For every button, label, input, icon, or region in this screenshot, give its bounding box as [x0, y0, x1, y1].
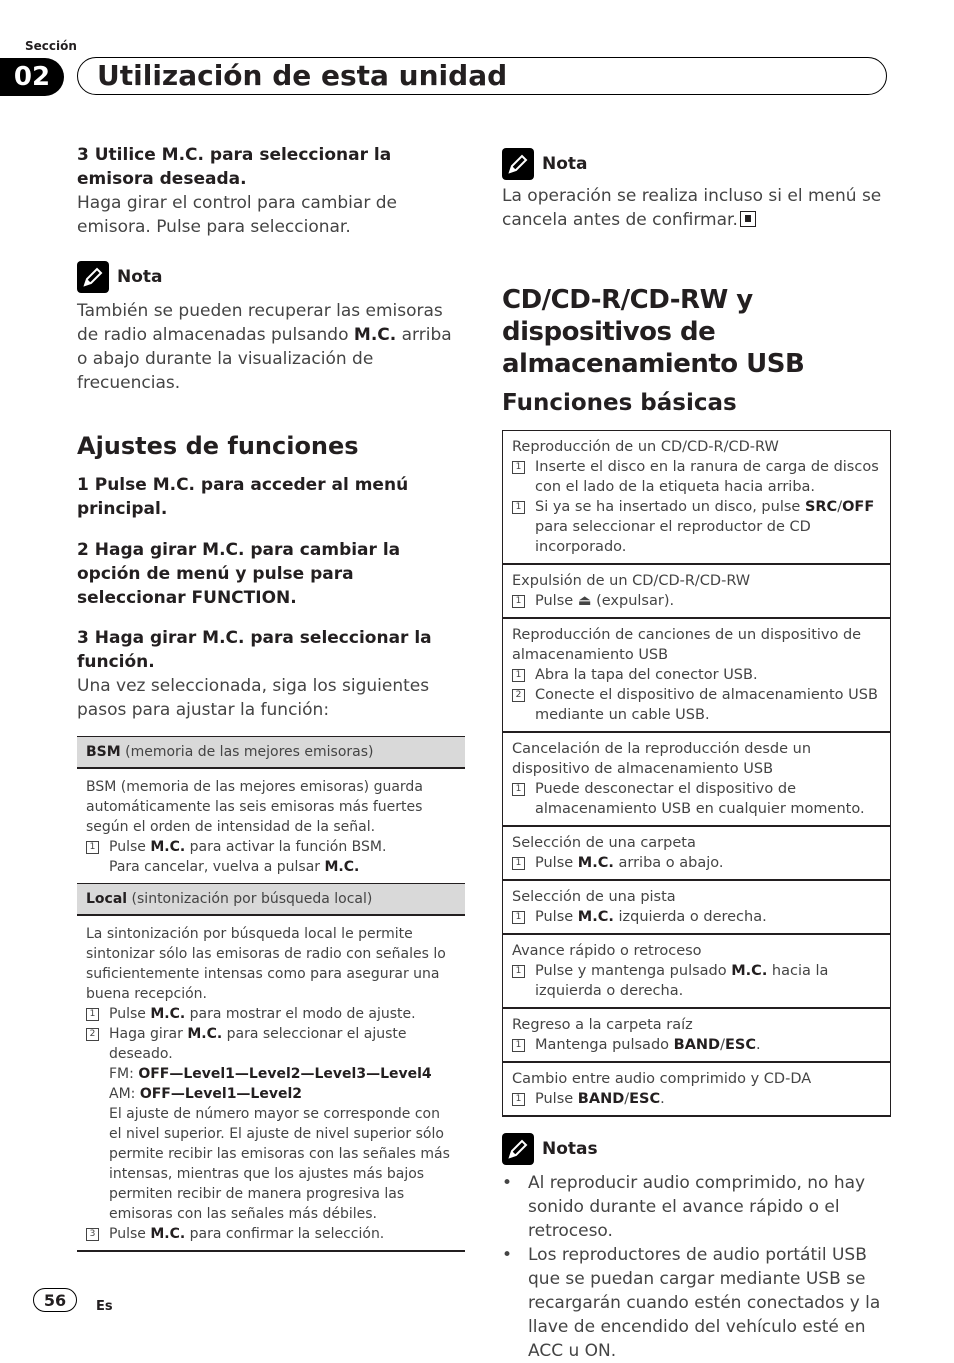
- section-heading-ajustes: Ajustes de funciones: [77, 432, 359, 460]
- table-row: Cambio entre audio comprimido y CD-DA 1 Pulse BAND/ESC.: [512, 1071, 812, 1107]
- table-row: Reproducción de canciones de un dispositivo de almacenamiento USB 1 Abra la tapa del conector USB. 2 Conecte el dispositivo de almacenamiento USB mediante un cable USB.: [503, 619, 890, 733]
- table-row: Avance rápido o retroceso 1 Pulse y mantenga pulsado M.C. hacia la izquierda o derecha.: [503, 935, 890, 1009]
- step-2: 2 Haga girar M.C. para cambiar la opción de menú y pulse para seleccionar FUNCTION.: [77, 540, 401, 608]
- page-number: 56: [33, 1288, 77, 1312]
- bsm-body: [77, 769, 465, 883]
- note-label: Nota: [542, 154, 588, 174]
- note-pencil-icon: [77, 261, 109, 293]
- section-heading-cd-usb: CD/CD-R/CD-RW y dispositivos de almacenamiento USB: [502, 285, 805, 379]
- page-title: Utilización de esta unidad: [97, 59, 508, 92]
- section-number-badge: 02: [0, 58, 64, 96]
- list-item: 1 Pulse M.C. para activar la función BSM. Para cancelar, vuelva a pulsar M.C.: [86, 837, 456, 877]
- note-label: Nota: [117, 267, 163, 287]
- table-row: Regreso a la carpeta raíz 1 Mantenga pulsado BAND/ESC.: [503, 1009, 890, 1063]
- note-pencil-icon: [502, 1133, 534, 1165]
- table-row: Reproducción de un CD/CD-R/CD-RW 1 Inserte el disco en la ranura de carga de discos con el lado de la etiqueta hacia arriba. 1 Si ya se ha insertado un disco, pulse SRC/OFF para seleccionar el reproductor de CD incorporado.: [503, 431, 890, 565]
- step-3-title: 3 Utilice M.C. para seleccionar la emisora deseada.: [77, 145, 392, 189]
- notes-label: Notas: [542, 1139, 598, 1159]
- left-column: [77, 143, 465, 1252]
- basic-functions-table: [502, 430, 891, 1117]
- table-row: Cancelación de la reproducción desde un dispositivo de almacenamiento USB 1 Puede desconectar el dispositivo de almacenamiento USB en cualquier momento.: [503, 733, 890, 827]
- step-3-body: Haga girar el control para cambiar de emisora. Pulse para seleccionar.: [77, 193, 397, 237]
- local-header: Local (sintonización por búsqueda local): [77, 883, 465, 916]
- table-row: Selección de una carpeta 1 Pulse M.C. arriba o abajo.: [503, 827, 890, 881]
- list-item: 1 Pulse M.C. para mostrar el modo de ajuste.: [86, 1004, 456, 1024]
- note-text: También se pueden recuperar las emisoras de radio almacenadas pulsando M.C. arriba o abajo durante la visualización de frecuencias.: [77, 301, 452, 393]
- subheading-funciones-basicas: Funciones básicas: [502, 390, 737, 416]
- step-3-function: 3 Haga girar M.C. para seleccionar la función.: [77, 628, 432, 672]
- step-3-function-body: Una vez seleccionada, siga los siguientes pasos para ajustar la función:: [77, 676, 430, 720]
- local-body: [77, 916, 465, 1250]
- list-item: 2 Haga girar M.C. para seleccionar el ajuste deseado. FM: OFF—Level1—Level2—Level3—Level4 AM: OFF—Level1—Level2 El ajuste de número mayor se corresponde con el nivel superior. El ajuste de nivel superior sólo permite recibir las emisoras con las señales más intensas, mientras que los ajustes más bajos permiten recibir de manera progresiva las emisoras con las señales más débiles.: [86, 1024, 456, 1224]
- local-description: La sintonización por búsqueda local le permite sintonizar sólo las emisoras de radio con señales lo suficientemente intensas como para asegurar una buena recepción.: [86, 926, 446, 1002]
- language-code: Es: [96, 1299, 113, 1314]
- function-table: [77, 736, 465, 1252]
- list-item: • Al reproducir audio comprimido, no hay sonido durante el avance rápido o el retroceso.: [502, 1173, 866, 1241]
- bsm-header: BSM (memoria de las mejores emisoras): [77, 737, 465, 769]
- end-square-icon: [740, 211, 756, 227]
- note-pencil-icon: [502, 148, 534, 180]
- right-column: [502, 148, 890, 1363]
- section-label: Sección: [25, 39, 77, 53]
- step-1: 1 Pulse M.C. para acceder al menú principal.: [77, 475, 409, 519]
- table-row: Expulsión de un CD/CD-R/CD-RW 1 Pulse ⏏ (expulsar).: [503, 565, 890, 619]
- table-row: Selección de una pista 1 Pulse M.C. izquierda o derecha.: [503, 881, 890, 935]
- note-text: La operación se realiza incluso si el menú se cancela antes de confirmar.: [502, 186, 882, 230]
- note-heading: [77, 261, 465, 293]
- list-item: 3 Pulse M.C. para confirmar la selección.: [86, 1224, 456, 1244]
- note-heading: [502, 148, 890, 180]
- bsm-description: BSM (memoria de las mejores emisoras) guarda automáticamente las seis emisoras más fuertes según el orden de intensidad de la señal.: [86, 779, 423, 835]
- notes-heading: [502, 1133, 890, 1165]
- list-item: • Los reproductores de audio portátil USB que se puedan cargar mediante USB se recargarán cuando estén conectados y la llave de encendido del vehículo esté en ACC u ON.: [502, 1245, 881, 1361]
